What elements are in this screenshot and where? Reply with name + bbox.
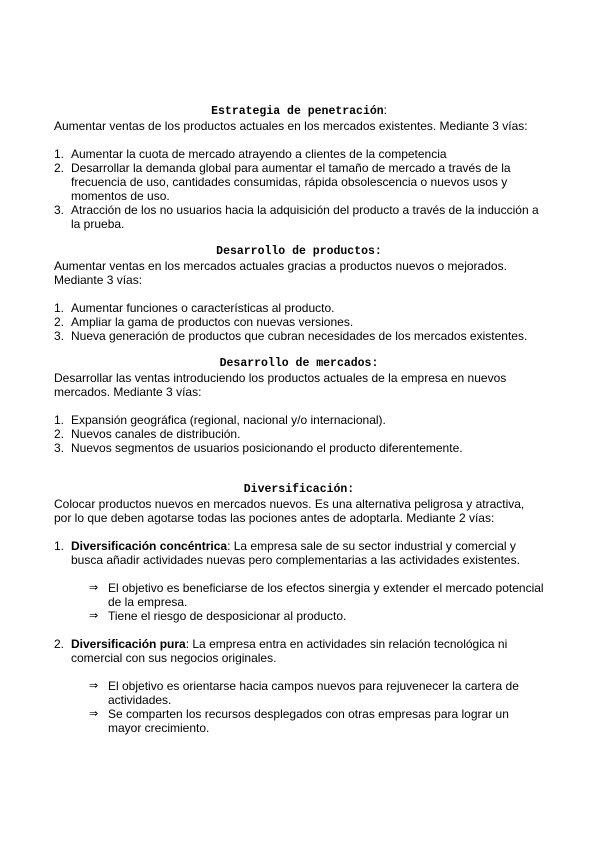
list-item — [54, 329, 544, 343]
heading-estrategia-penetracion — [54, 104, 544, 119]
list-item — [54, 413, 544, 427]
item-number: 3. — [54, 441, 65, 455]
item-text: Aumentar la cuota de mercado atrayendo a clientes de la competencia — [71, 147, 447, 161]
arrow-item-text: Se comparten los recursos desplegados con otras empresas para lograr un mayor crecimiento. — [108, 707, 509, 735]
arrow-icon: ⇒ — [89, 679, 99, 692]
section-intro: Colocar productos nuevos en mercados nuevos. Es una alternativa peligrosa y atractiva, por lo que deben agotarse todas las pociones antes de adoptarla. Mediante 2 vías: — [54, 497, 525, 525]
document-page — [54, 104, 544, 735]
list-item — [54, 147, 544, 161]
item-bold-term: Diversificación pura — [71, 637, 186, 651]
heading-diversificacion: Diversificación: — [243, 483, 355, 496]
item-text: Atracción de los no usuarios hacia la adquisición del producto a través de la inducción a la prueba. — [71, 203, 539, 231]
section-intro: Desarrollar las ventas introduciendo los productos actuales de la empresa en nuevos mercados. Mediante 3 vías: — [54, 371, 507, 399]
arrow-item — [54, 707, 544, 735]
item-number: 1. — [54, 147, 65, 161]
heading-colon: : — [383, 105, 387, 117]
item-text: Nuevos segmentos de usuarios posicionando el producto diferentemente. — [71, 441, 463, 455]
numbered-list — [54, 147, 544, 231]
item-number: 2. — [54, 427, 65, 441]
item-text: : La empresa sale de su sector industrial y comercial y busca añadir actividades nuevas pero complementarias a las actividades existentes. — [71, 539, 520, 567]
item-bold-term: Diversificación concéntrica — [71, 539, 228, 553]
arrow-item-text: Tiene el riesgo de desposicionar al producto. — [108, 609, 347, 623]
list-item — [54, 441, 544, 455]
item-text: Desarrollar la demanda global para aumentar el tamaño de mercado a través de la frecuencia de uso, cantidades consumidas, rápida obsolescencia o nuevos usos y momentos de uso. — [71, 161, 511, 203]
item-number: 2. — [54, 315, 65, 329]
section-intro: Aumentar ventas en los mercados actuales gracias a productos nuevos o mejorados. Mediante 3 vías: — [54, 259, 507, 287]
list-item — [54, 637, 544, 665]
item-number: 1. — [54, 301, 65, 315]
list-item — [54, 203, 544, 231]
heading-desarrollo-productos: Desarrollo de productos: — [216, 245, 382, 258]
list-item — [54, 301, 544, 315]
list-item — [54, 427, 544, 441]
list-item — [54, 161, 544, 203]
item-text: Nueva generación de productos que cubran necesidades de los mercados existentes. — [71, 329, 528, 343]
item-number: 1. — [54, 413, 65, 427]
numbered-list — [54, 539, 544, 567]
arrow-icon: ⇒ — [89, 707, 99, 720]
list-item — [54, 539, 544, 567]
item-text: Expansión geográfica (regional, nacional y/o internacional). — [71, 413, 386, 427]
item-text: Nuevos canales de distribución. — [71, 427, 241, 441]
arrow-icon: ⇒ — [89, 581, 99, 594]
list-item — [54, 315, 544, 329]
item-number: 3. — [54, 203, 65, 217]
item-number: 3. — [54, 329, 65, 343]
numbered-list — [54, 301, 544, 343]
item-number: 2. — [54, 637, 65, 651]
arrow-item-text: El objetivo es orientarse hacia campos nuevos para rejuvenecer la cartera de actividades. — [108, 679, 519, 707]
item-number: 2. — [54, 161, 65, 175]
arrow-item — [54, 679, 544, 707]
numbered-list — [54, 637, 544, 665]
arrow-icon: ⇒ — [89, 609, 99, 622]
arrow-item — [54, 609, 544, 623]
heading-text: Estrategia de penetración — [211, 105, 384, 118]
item-text: : La empresa entra en actividades sin relación tecnológica ni comercial con sus negocios originales. — [71, 637, 508, 665]
item-text: Ampliar la gama de productos con nuevas versiones. — [71, 315, 354, 329]
arrow-item — [54, 581, 544, 609]
numbered-list — [54, 413, 544, 455]
section-intro: Aumentar ventas de los productos actuales en los mercados existentes. Mediante 3 vías: — [54, 119, 528, 133]
heading-desarrollo-mercados: Desarrollo de mercados: — [219, 357, 379, 370]
arrow-item-text: El objetivo es beneficiarse de los efectos sinergia y extender el mercado potencial de la empresa. — [108, 581, 544, 609]
item-text: Aumentar funciones o características al producto. — [71, 301, 335, 315]
item-number: 1. — [54, 539, 65, 553]
